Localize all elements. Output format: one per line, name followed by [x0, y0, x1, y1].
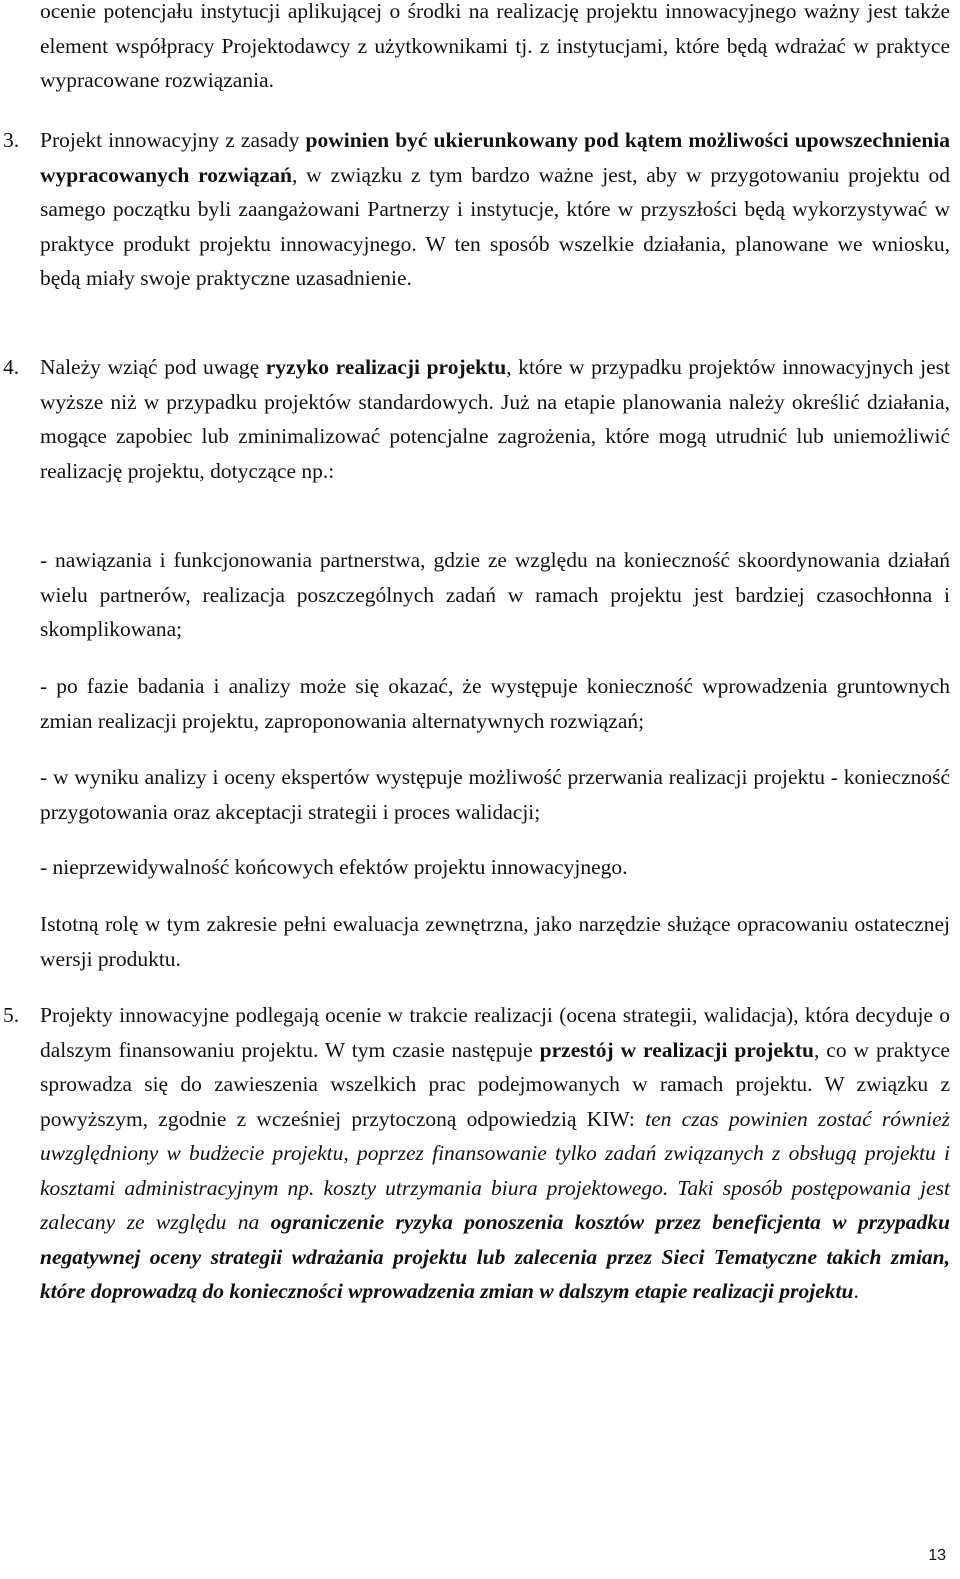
- evaluation-paragraph: Istotną rolę w tym zakresie pełni ewaluacja zewnętrzna, jako narzędzie służące opracowaniu ostatecznej wersji produktu.: [40, 912, 950, 971]
- bold-text: powinien być ukierunkowany pod kątem możliwości upowszechnienia wypracowanych rozwiązań: [40, 128, 950, 187]
- paragraph-item-3: [40, 123, 950, 296]
- text-run: , w związku z tym bardzo ważne jest, aby w przygotowaniu projektu od samego początku byli zaangażowani Partnerzy i instytucje, które w przyszłości będą wykorzystywać w praktyce produkt projektu innowacyjnego. W ten sposób wszelkie działania, planowane we wniosku, będą miały swoje praktyczne uzasadnienie.: [40, 162, 950, 290]
- item-number-4: 4.: [3, 355, 20, 379]
- paragraph-text: ocenie potencjału instytucji aplikującej o środki na realizację projektu innowacyjnego ważny jest także element współpracy Projektodawcy z użytkownikami tj. z instytucjami, które będą wdrażać w praktyce wypracowane rozwiązania.: [40, 0, 950, 92]
- bold-text: przestój w realizacji projektu: [539, 1037, 814, 1062]
- item-number-3: 3.: [3, 128, 20, 152]
- paragraph-item-5: [40, 998, 950, 1309]
- bullet-item-1: - nawiązania i funkcjonowania partnerstwa, gdzie ze względu na konieczność skoordynowania działań wielu partnerów, realizacja poszczególnych zadań w ramach projektu jest bardziej czasochłonna i skomplikowana;: [40, 548, 950, 641]
- text-run: Projekty innowacyjne podlegają ocenie w trakcie realizacji (ocena strategii, walidacja), która decyduje o dalszym finansowaniu projektu. W tym czasie następuje: [40, 1003, 950, 1062]
- text-run: , co w praktyce sprowadza się do zawieszenia wszelkich prac podejmowanych w ramach projektu. W związku z powyższym, zgodnie z wcześniej przytoczoną odpowiedzią KIW:: [40, 1037, 950, 1131]
- bold-text: ryzyko realizacji projektu: [265, 355, 507, 379]
- bold-italic-text: ograniczenie ryzyka ponoszenia kosztów przez beneficjenta w przypadku negatywnej oceny strategii wdrażania projektu lub zalecenia przez Sieci Tematyczne takich zmian, które doprowadzą do konieczności wprowadzenia zmian w dalszym etapie realizacji projektu: [40, 1210, 950, 1303]
- paragraph-continuation: [40, 0, 950, 98]
- text-run: , które w przypadku projektów innowacyjnych jest wyższe niż w przypadku projektów standardowych. Już na etapie planowania należy określić działania, mogące zapobiec lub zminimalizować potencjalne zagrożenia, które mogą utrudnić lub uniemożliwić realizację projektu, dotyczące np.:: [40, 355, 950, 483]
- bullet-item-4: - nieprzewidywalność końcowych efektów projektu innowacyjnego.: [40, 855, 628, 879]
- text-run: .: [853, 1279, 859, 1303]
- text-run: Należy wziąć pod uwagę: [40, 355, 266, 379]
- bullet-item-2: - po fazie badania i analizy może się okazać, że występuje konieczność wprowadzenia gruntownych zmian realizacji projektu, zaproponowania alternatywnych rozwiązań;: [40, 674, 950, 733]
- paragraph-item-4: [40, 350, 950, 488]
- item-number-5: 5.: [3, 1003, 20, 1027]
- italic-text: ten czas powinien zostać również uwzględniony w budżecie projektu, poprzez finansowanie tylko zadań związanych z obsługą projektu i kosztami administracyjnym np. koszty utrzymania biura projektowego. Taki sposób postępowania jest zalecany ze względu na: [40, 1106, 950, 1234]
- page-number: 13: [928, 1547, 946, 1564]
- bullet-item-3: - w wyniku analizy i oceny ekspertów występuje możliwość przerwania realizacji projektu - konieczność przygotowania oraz akceptacji strategii i proces walidacji;: [40, 765, 950, 824]
- text-run: Projekt innowacyjny z zasady: [40, 128, 306, 152]
